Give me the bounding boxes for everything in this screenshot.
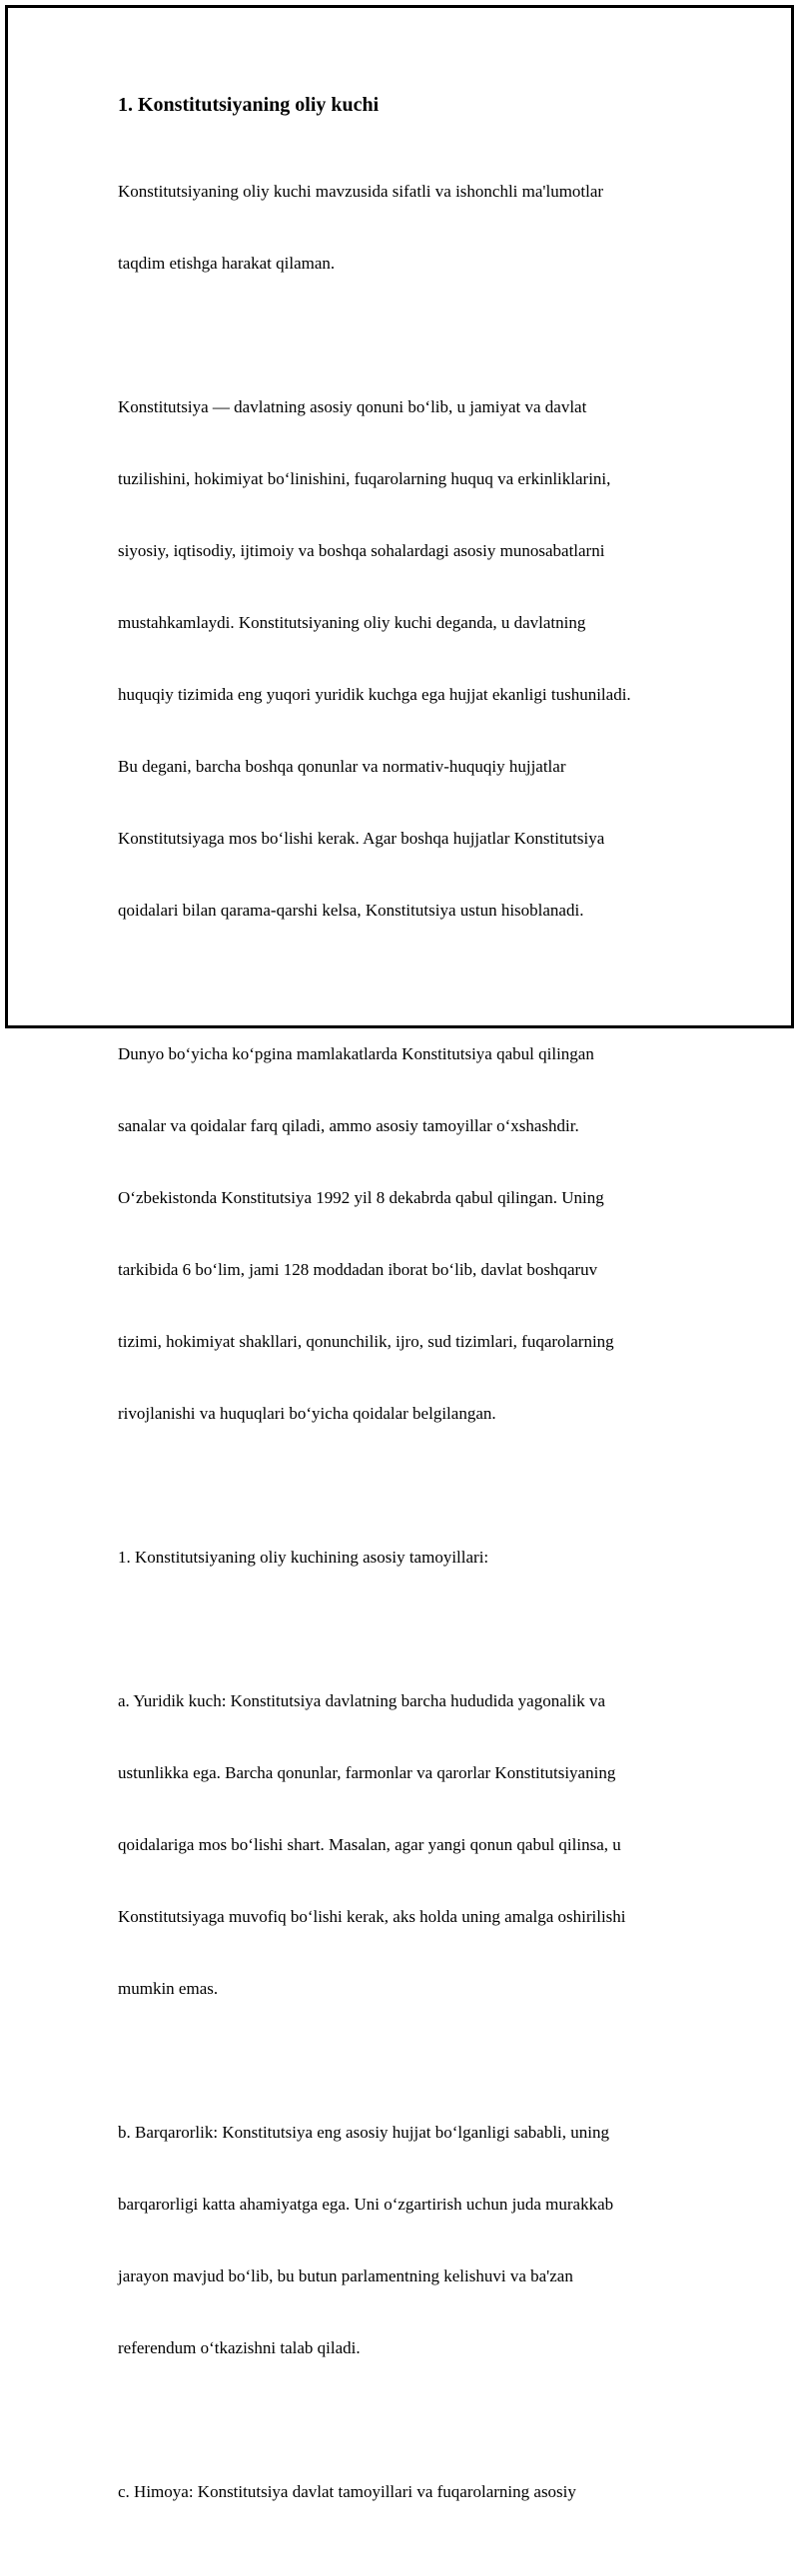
text-line: c. Himoya: Konstitutsiya davlat tamoyillari va fuqarolarning asosiy bbox=[118, 2482, 576, 2501]
text-line: a. Yuridik kuch: Konstitutsiya davlatning barcha hududida yagonalik va bbox=[118, 1691, 606, 1710]
text-line: Bu degani, barcha boshqa qonunlar va normativ-huquqiy hujjatlar bbox=[118, 757, 566, 776]
text-line: Konstitutsiyaga mos bo‘lishi kerak. Agar boshqa hujjatlar Konstitutsiya bbox=[118, 829, 605, 848]
paragraph-intro bbox=[118, 132, 687, 323]
text-line: tuzilishini, hokimiyat bo‘linishini, fuqarolarning huquq va erkinliklarini, bbox=[118, 469, 611, 488]
text-line: siyosiy, iqtisodiy, ijtimoiy va boshqa sohalardagi asosiy munosabatlarni bbox=[118, 541, 605, 560]
text-line: qoidalariga mos bo‘lishi shart. Masalan, agar yangi qonun qabul qilinsa, u bbox=[118, 1835, 621, 1854]
text-line: Konstitutsiya — davlatning asosiy qonuni bo‘lib, u jamiyat va davlat bbox=[118, 397, 587, 416]
text-line: barqarorligi katta ahamiyatga ega. Uni o‘zgartirish uchun juda murakkab bbox=[118, 2195, 614, 2214]
text-line: rivojlanishi va huquqlari bo‘yicha qoidalar belgilangan. bbox=[118, 1404, 496, 1423]
list-item-a bbox=[118, 1641, 687, 2049]
text-line: mumkin emas. bbox=[118, 1979, 219, 1998]
list-heading bbox=[118, 1498, 687, 1617]
text-line: taqdim etishga harakat qilaman. bbox=[118, 254, 336, 273]
text-line: mustahkamlaydi. Konstitutsiyaning oliy kuchi deganda, u davlatning bbox=[118, 613, 586, 632]
text-line: Konstitutsiyaning oliy kuchi mavzusida sifatli va ishonchli ma'lumotlar bbox=[118, 182, 604, 201]
list-item-b bbox=[118, 2073, 687, 2408]
text-line: Dunyo bo‘yicha ko‘pgina mamlakatlarda Konstitutsiya qabul qilingan bbox=[118, 1044, 594, 1063]
text-line: referendum o‘tkazishni talab qiladi. bbox=[118, 2338, 361, 2357]
text-line: Konstitutsiyaga muvofiq bo‘lishi kerak, aks holda uning amalga oshirilishi bbox=[118, 1907, 626, 1926]
document-title: 1. Konstitutsiyaning oliy kuchi bbox=[118, 94, 380, 116]
paragraph-uzbekistan bbox=[118, 994, 687, 1474]
text-line: b. Barqarorlik: Konstitutsiya eng asosiy hujjat bo‘lganligi sababli, uning bbox=[118, 2123, 609, 2142]
text-line: jarayon mavjud bo‘lib, bu butun parlamentning kelishuvi va ba'zan bbox=[118, 2266, 573, 2285]
text-line: tizimi, hokimiyat shakllari, qonunchilik, ijro, sud tizimlari, fuqarolarning bbox=[118, 1332, 614, 1351]
text-line: O‘zbekistonda Konstitutsiya 1992 yil 8 dekabrda qabul qilingan. Uning bbox=[118, 1188, 604, 1207]
text-line: 1. Konstitutsiyaning oliy kuchining asosiy tamoyillari: bbox=[118, 1548, 489, 1567]
text-line: ustunlikka ega. Barcha qonunlar, farmonlar va qarorlar Konstitutsiyaning bbox=[118, 1763, 616, 1782]
list-item-c bbox=[118, 2432, 687, 2552]
paragraph-definition bbox=[118, 347, 687, 970]
text-line: tarkibida 6 bo‘lim, jami 128 moddadan iborat bo‘lib, davlat boshqaruv bbox=[118, 1260, 598, 1279]
text-line: sanalar va qoidalar farq qiladi, ammo asosiy tamoyillar o‘xshashdir. bbox=[118, 1116, 579, 1135]
text-line: qoidalari bilan qarama-qarshi kelsa, Konstitutsiya ustun hisoblanadi. bbox=[118, 901, 584, 920]
document-body bbox=[118, 92, 687, 2576]
text-line: huquqiy tizimida eng yuqori yuridik kuchga ega hujjat ekanligi tushuniladi. bbox=[118, 685, 631, 704]
